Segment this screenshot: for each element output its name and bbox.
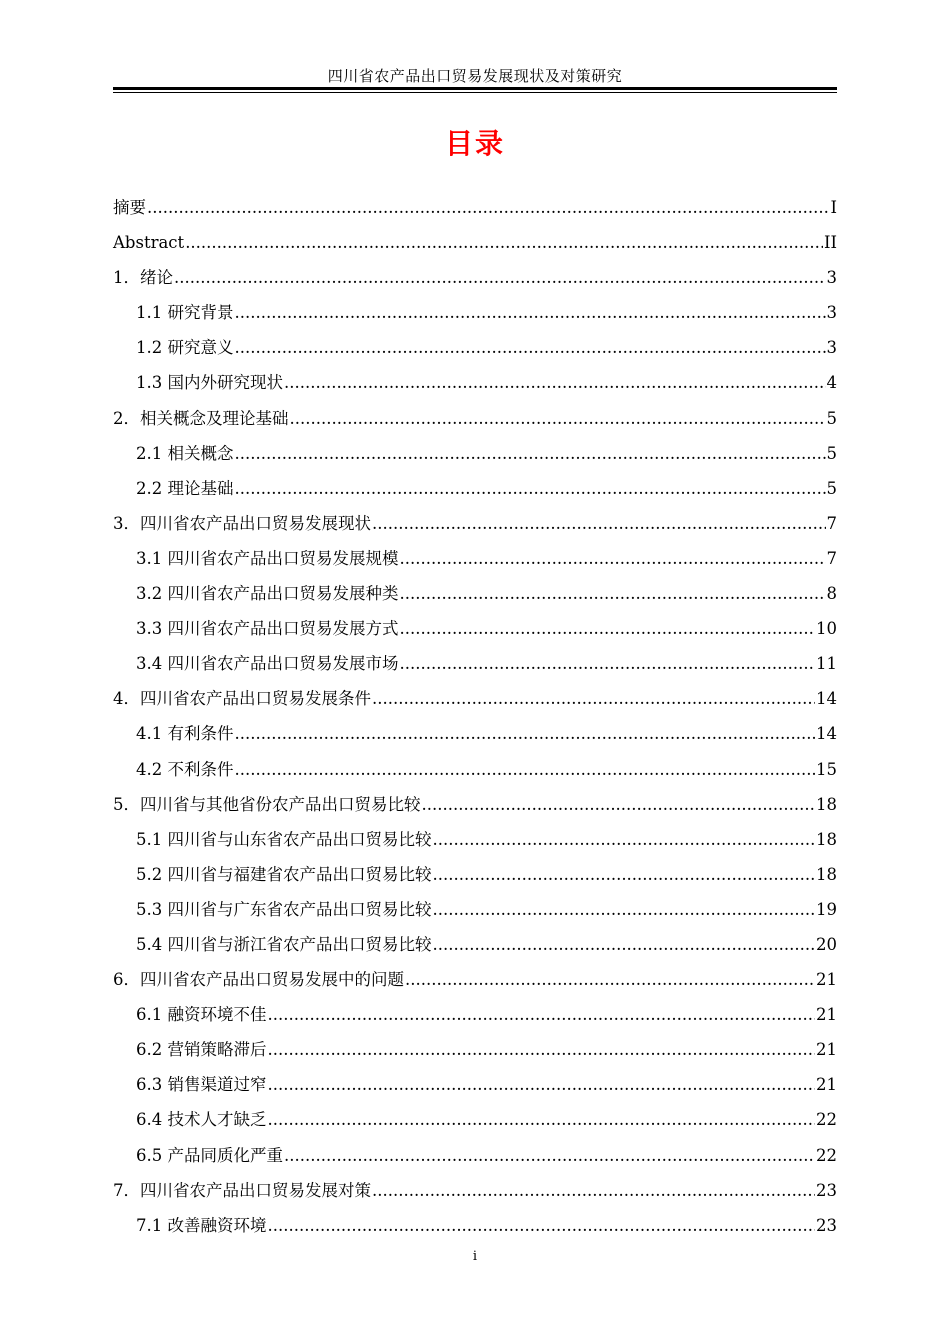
dot-leader [174,260,826,295]
toc-entry-title: 5.4 四川省与浙江省农产品出口贸易比较 [136,934,432,954]
toc-entry-page: 14 [816,689,837,709]
toc-entry-title: 6．四川省农产品出口贸易发展中的问题 [113,970,404,990]
toc-entry[interactable] [113,681,837,716]
toc-entry-title: 5.1 四川省与山东省农产品出口贸易比较 [136,829,432,849]
toc-entry-page: 3 [826,303,837,323]
toc-entry-title: 1.3 国内外研究现状 [136,373,283,393]
toc-entry-title: 2．相关概念及理论基础 [113,408,289,428]
toc-entry-title: 摘要 [113,198,146,217]
toc-entry[interactable] [113,752,837,787]
dot-leader [372,1173,815,1208]
toc-entry-title: 3.4 四川省农产品出口贸易发展市场 [136,654,399,674]
dot-leader [400,576,826,611]
toc-entry-title: 6.4 技术人才缺乏 [136,1110,267,1130]
dot-leader [405,962,815,997]
toc-entry-title: 3.1 四川省农产品出口贸易发展规模 [136,548,399,568]
toc-entry-page: 3 [826,268,837,288]
toc-entry[interactable] [113,365,837,400]
dot-leader [235,752,816,787]
toc-entry-title: 7.1 改善融资环境 [136,1215,267,1235]
toc-entry[interactable] [113,787,837,822]
toc-entry-title: 3.2 四川省农产品出口贸易发展种类 [136,584,399,604]
toc-entry[interactable] [113,190,837,225]
toc-entry[interactable] [113,822,837,857]
toc-entry-title: 5．四川省与其他省份农产品出口贸易比较 [113,794,421,814]
dot-leader [235,716,816,751]
toc-entry-page: 21 [816,1040,837,1060]
dot-leader [268,1032,816,1067]
toc-entry[interactable] [113,1173,837,1208]
page-number: i [472,1249,478,1264]
toc-entry[interactable] [113,1032,837,1067]
dot-leader [185,225,823,260]
dot-leader [235,471,826,506]
toc-entry[interactable] [113,997,837,1032]
toc-entry-title: 7．四川省农产品出口贸易发展对策 [113,1180,371,1200]
toc-entry[interactable] [113,401,837,436]
toc-entry-page: 11 [816,654,837,674]
toc-entry[interactable] [113,892,837,927]
dot-leader [235,330,826,365]
toc-entry-title: 3.3 四川省农产品出口贸易发展方式 [136,619,399,639]
dot-leader [235,295,826,330]
toc-entry-page: 22 [816,1145,837,1165]
toc-entry-page: 18 [816,864,837,884]
toc-entry-title: Abstract [113,233,185,253]
toc-entry-title: 5.3 四川省与广东省农产品出口贸易比较 [136,899,432,919]
dot-leader [433,822,816,857]
dot-leader [433,892,816,927]
dot-leader [284,365,826,400]
dot-leader [433,857,816,892]
toc-entry-title: 2.2 理论基础 [136,478,234,498]
toc-entry[interactable] [113,576,837,611]
toc-entry[interactable] [113,541,837,576]
toc-entry-page: 3 [826,338,837,358]
dot-leader [290,401,826,436]
header-double-rule [113,87,837,93]
toc-entry[interactable] [113,471,837,506]
toc-entry[interactable] [113,225,837,260]
toc-entry-title: 4.2 不利条件 [136,759,234,779]
toc-entry[interactable] [113,857,837,892]
toc-entry-page: 5 [826,443,837,463]
toc-entry[interactable] [113,1067,837,1102]
toc-entry-page: 5 [826,408,837,428]
toc-entry-page: 8 [826,584,837,604]
toc-entry-page: 7 [826,548,837,568]
dot-leader [400,611,816,646]
toc-entry-page: 19 [816,899,837,919]
dot-leader [284,1138,815,1173]
toc-entry[interactable] [113,962,837,997]
toc-entry-page: 20 [816,934,837,954]
toc-entry-title: 1.1 研究背景 [136,303,234,323]
toc-entry[interactable] [113,716,837,751]
toc-entry-page: 15 [816,759,837,779]
dot-leader [235,436,826,471]
toc-entry[interactable] [113,436,837,471]
toc-entry-page: 5 [826,478,837,498]
toc-entry-title: 4．四川省农产品出口贸易发展条件 [113,689,371,709]
toc-entry-page: 7 [826,513,837,533]
toc-entry[interactable] [113,295,837,330]
toc-entry-title: 2.1 相关概念 [136,443,234,463]
dot-leader [268,1102,816,1137]
toc-entry-title: 5.2 四川省与福建省农产品出口贸易比较 [136,864,432,884]
dot-leader [433,927,816,962]
toc-entry[interactable] [113,1138,837,1173]
toc-entry-page: 14 [816,724,837,744]
toc-entry-title: 6.2 营销策略滞后 [136,1040,267,1060]
dot-leader [400,646,816,681]
dot-leader [422,787,816,822]
toc-entry-page: 18 [816,794,837,814]
toc-entry-title: 6.5 产品同质化严重 [136,1145,283,1165]
toc-entry-page: 21 [816,970,837,990]
dot-leader [372,506,826,541]
toc-entry-page: I [830,198,837,217]
dot-leader [268,997,816,1032]
running-header: 四川省农产品出口贸易发展现状及对策研究 [327,67,623,85]
dot-leader [268,1067,816,1102]
toc-entry[interactable] [113,1208,837,1243]
toc-entry-page: 4 [826,373,837,393]
toc-entry[interactable] [113,646,837,681]
toc-entry-page: 18 [816,829,837,849]
dot-leader [268,1208,816,1243]
dot-leader [372,681,815,716]
toc-entry-page: II [823,233,837,253]
dot-leader [400,541,826,576]
toc-entry-title: 3．四川省农产品出口贸易发展现状 [113,513,371,533]
toc-entry[interactable] [113,330,837,365]
toc-entry-title: 1．绪论 [113,268,173,288]
toc-entry-title: 1.2 研究意义 [136,338,234,358]
table-of-contents [113,190,837,1243]
toc-entry-page: 23 [816,1215,837,1235]
toc-entry-page: 10 [816,619,837,639]
toc-entry[interactable] [113,927,837,962]
dot-leader [147,190,829,225]
toc-entry[interactable] [113,260,837,295]
toc-entry-title: 6.1 融资环境不佳 [136,1005,267,1025]
toc-entry-page: 21 [816,1075,837,1095]
toc-entry[interactable] [113,1102,837,1137]
toc-entry-page: 22 [816,1110,837,1130]
toc-entry-title: 4.1 有利条件 [136,724,234,744]
toc-entry-title: 6.3 销售渠道过窄 [136,1075,267,1095]
toc-entry-page: 21 [816,1005,837,1025]
toc-entry[interactable] [113,506,837,541]
toc-entry[interactable] [113,611,837,646]
toc-entry-page: 23 [816,1180,837,1200]
toc-title: 目录 [444,127,505,160]
